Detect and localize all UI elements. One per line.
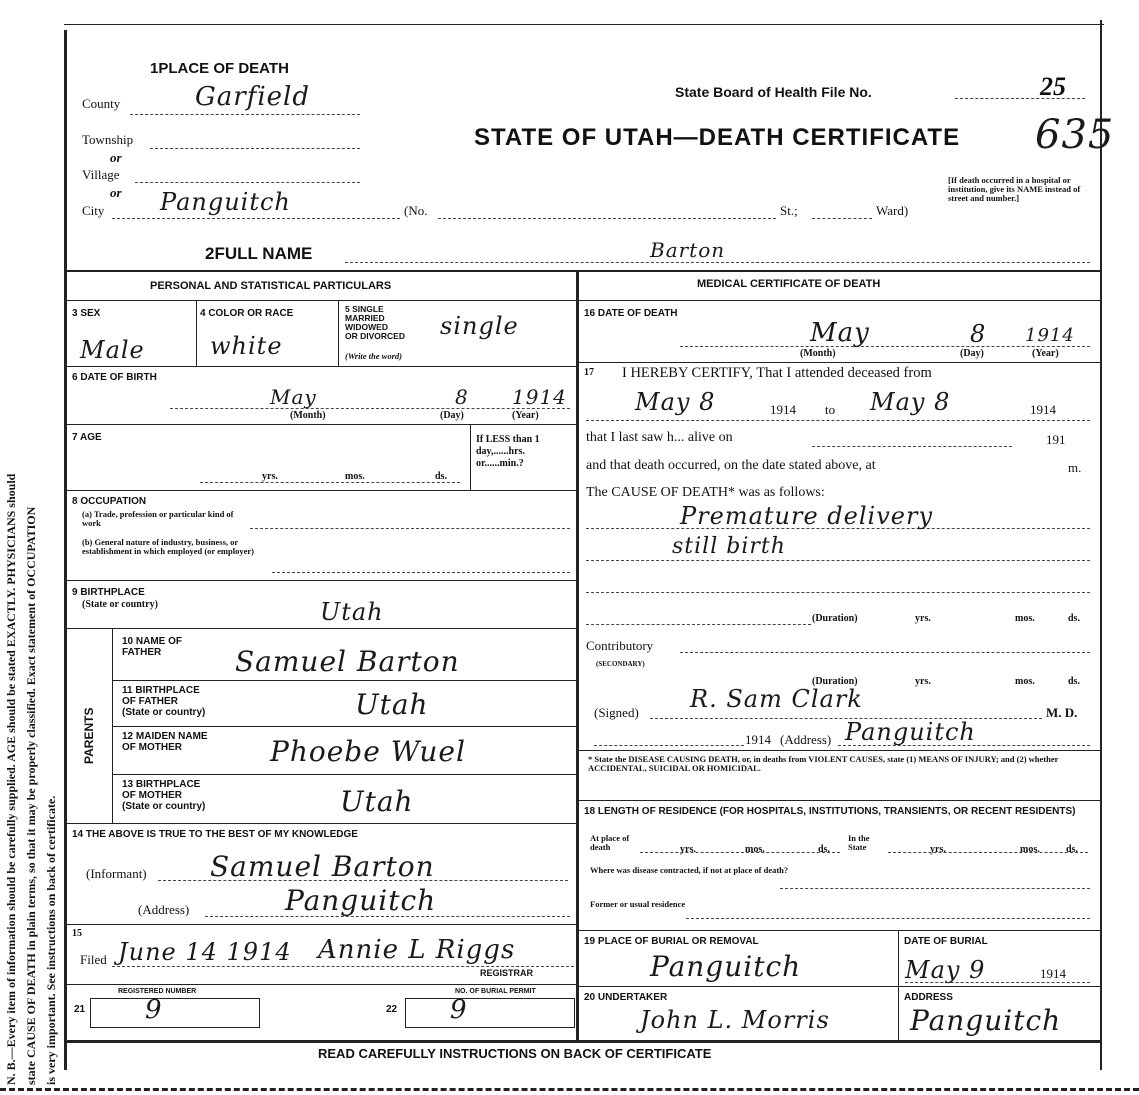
res1-ds: ds.: [818, 844, 830, 855]
full-name-label: 2FULL NAME: [205, 244, 313, 263]
dur1-mos: mos.: [1015, 613, 1035, 624]
color-value: white: [210, 332, 283, 360]
duration-label-2: (Duration): [812, 676, 858, 687]
burial-date-label: DATE OF BURIAL: [904, 936, 988, 947]
age-less-note: If LESS than 1 day,......hrs. or......min.?: [476, 434, 540, 469]
dob-day-cap: (Day): [440, 410, 464, 421]
dur2-mos: mos.: [1015, 676, 1035, 687]
birthplace-sub: (State or country): [82, 599, 158, 610]
dod-month: May: [810, 318, 870, 348]
st-label: St.;: [780, 203, 798, 218]
dob-year: 1914: [512, 385, 567, 409]
dod-year: 1914: [1025, 325, 1075, 346]
burial-permit-num: 22: [386, 1004, 398, 1015]
age-ds: ds.: [435, 471, 447, 482]
address-value: Panguitch: [285, 884, 437, 917]
reg-no-value: 9: [145, 995, 163, 1025]
to-label: to: [825, 402, 836, 417]
age-label: 7 AGE: [72, 432, 102, 443]
burial-date-year: 1914: [1040, 966, 1066, 981]
margin-note-1: N. B.—Every item of information should be carefully supplied. AGE should be stated EXACTLY. PHYSICIANS should: [4, 473, 18, 1085]
in-state-label: In the State: [848, 833, 870, 852]
parents-label: PARENTS: [82, 707, 96, 764]
burial-place-value: Panguitch: [650, 950, 802, 983]
mother-value: Phoebe Wuel: [270, 735, 466, 768]
dob-month: May: [270, 385, 317, 409]
filed-label: Filed: [80, 952, 107, 967]
duration-label-1: (Duration): [812, 613, 858, 624]
undertaker-address-label: ADDRESS: [904, 992, 953, 1003]
residence-label: 18 LENGTH OF RESIDENCE (FOR HOSPITALS, INSTITUTIONS, TRANSIENTS, OR RECENT RESIDENTS): [584, 806, 1076, 817]
frame-right: [1100, 20, 1102, 1070]
filed-value: June 14 1914: [118, 938, 292, 966]
or-2: or: [110, 185, 122, 200]
occupation-label: 8 OCCUPATION: [72, 496, 147, 507]
undertaker-address-value: Panguitch: [910, 1004, 1062, 1037]
mother-bp-value: Utah: [340, 785, 414, 818]
sign-date-year: 1914: [745, 732, 771, 747]
sign-address-value: Panguitch: [845, 718, 976, 746]
file-no-value: 25: [1040, 72, 1066, 101]
hospital-note: [If death occurred in a hospital or institution, give its NAME instead of street and number.]: [948, 175, 1081, 203]
certify-num: 17: [584, 367, 594, 378]
place-of-death-label: 1PLACE OF DEATH: [150, 60, 289, 77]
color-label: 4 COLOR OR RACE: [200, 308, 294, 319]
registrar-label: REGISTRAR: [480, 968, 534, 978]
dur2-ds: ds.: [1068, 676, 1080, 687]
attend-from: May 8: [635, 388, 716, 416]
cause-footnote: * State the DISEASE CAUSING DEATH, or, in deaths from VIOLENT CAUSES, state (1) MEANS OF INJURY; and (2) whether ACCIDENTAL, SUICIDAL OR HOMICIDAL.: [588, 754, 1059, 773]
undertaker-label: 20 UNDERTAKER: [584, 992, 668, 1003]
dob-year-cap: (Year): [512, 410, 539, 421]
marital-write: (Write the word): [345, 351, 402, 361]
informant-label: (Informant): [86, 866, 147, 881]
former-residence: Former or usual residence: [590, 899, 686, 909]
father-bp-label: 11 BIRTHPLACE OF FATHER (State or country): [122, 685, 206, 718]
dod-day: 8: [970, 320, 987, 348]
res2-mos: mos.: [1020, 844, 1040, 855]
attend-from-year: 1914: [770, 402, 796, 417]
city-value: Panguitch: [160, 188, 291, 216]
informant-value: Samuel Barton: [210, 850, 435, 883]
cause-2: still birth: [672, 534, 786, 559]
sign-address-label: (Address): [780, 732, 832, 747]
certify-text: I HEREBY CERTIFY, That I attended deceased from: [622, 365, 932, 381]
res2-ds: ds.: [1066, 844, 1078, 855]
signed-label: (Signed): [594, 705, 639, 720]
burial-permit-label: NO. OF BURIAL PERMIT: [455, 988, 536, 995]
ward-label: Ward): [876, 203, 909, 218]
dod-day-cap: (Day): [960, 348, 984, 359]
certificate-title: STATE OF UTAH—DEATH CERTIFICATE: [474, 124, 961, 151]
dob-label: 6 DATE OF BIRTH: [72, 372, 157, 383]
mother-bp-label: 13 BIRTHPLACE OF MOTHER (State or country): [122, 779, 206, 812]
res1-mos: mos.: [745, 844, 765, 855]
village-label: Village: [82, 167, 120, 182]
mother-label: 12 MAIDEN NAME OF MOTHER: [122, 731, 208, 753]
no-label: (No.: [404, 203, 428, 218]
burial-date-value: May 9: [905, 956, 986, 984]
father-value: Samuel Barton: [235, 645, 460, 678]
birthplace-label: 9 BIRTHPLACE: [72, 587, 145, 598]
res2-yrs: yrs.: [930, 844, 946, 855]
dur2-yrs: yrs.: [915, 676, 931, 687]
cause-label: The CAUSE OF DEATH* was as follows:: [586, 485, 825, 500]
or-1: or: [110, 150, 122, 165]
md-label: M. D.: [1046, 705, 1078, 720]
dur1-ds: ds.: [1068, 613, 1080, 624]
last-saw-year: 191: [1046, 432, 1066, 447]
address-label: (Address): [138, 902, 190, 917]
occupation-a: (a) Trade, profession or particular kind of work: [82, 509, 234, 528]
full-name-value: Barton: [650, 238, 726, 262]
occupation-b: (b) General nature of industry, business, or establishment in which employed (or employer): [82, 537, 254, 556]
father-bp-value: Utah: [355, 688, 429, 721]
res1-yrs: yrs.: [680, 844, 696, 855]
age-yrs: yrs.: [262, 471, 278, 482]
dod-label: 16 DATE OF DEATH: [584, 308, 678, 319]
attend-to-year: 1914: [1030, 402, 1056, 417]
registrar-signature: Annie L Riggs: [318, 935, 516, 965]
occurred-text: and that death occurred, on the date stated above, at: [586, 458, 876, 473]
attend-to: May 8: [870, 388, 951, 416]
birthplace-value: Utah: [320, 598, 384, 626]
margin-note-2: state CAUSE OF DEATH in plain terms, so that it may be properly classified. Exact statement of OCCUPATION: [24, 506, 38, 1085]
dur1-yrs: yrs.: [915, 613, 931, 624]
father-label: 10 NAME OF FATHER: [122, 636, 183, 658]
at-place-label: At place of death: [590, 833, 630, 852]
frame-top: [64, 24, 1104, 25]
sex-value: Male: [80, 336, 145, 364]
file-no-label: State Board of Health File No.: [675, 84, 872, 100]
contributory-label: Contributory: [586, 638, 654, 653]
marital-label: 5 SINGLE MARRIED WIDOWED OR DIVORCED: [345, 304, 405, 341]
county-value: Garfield: [195, 82, 310, 112]
township-label: Township: [82, 132, 134, 147]
dob-month-cap: (Month): [290, 410, 326, 421]
signed-value: R. Sam Clark: [690, 685, 863, 713]
frame-left: [64, 30, 67, 1070]
true-label: 14 THE ABOVE IS TRUE TO THE BEST OF MY KNOWLEDGE: [72, 829, 358, 840]
secondary-label: (SECONDARY): [596, 660, 645, 668]
cause-1: Premature delivery: [680, 502, 934, 530]
burial-place-label: 19 PLACE OF BURIAL OR REMOVAL: [584, 936, 759, 947]
dod-year-cap: (Year): [1032, 348, 1059, 359]
margin-note-3: is very important. See instructions on back of certificate.: [44, 795, 58, 1085]
medical-section-title: MEDICAL CERTIFICATE OF DEATH: [697, 278, 881, 290]
footer-instructions: READ CAREFULLY INSTRUCTIONS ON BACK OF CERTIFICATE: [318, 1046, 712, 1061]
m-label: m.: [1068, 460, 1082, 475]
sex-label: 3 SEX: [72, 308, 101, 319]
certificate-number: 635: [1035, 112, 1115, 158]
last-saw-text: that I last saw h... alive on: [586, 430, 733, 445]
marital-value: single: [440, 312, 519, 340]
filed-num: 15: [72, 928, 82, 939]
where-contracted: Where was disease contracted, if not at place of death?: [590, 865, 789, 875]
reg-no-num: 21: [74, 1004, 86, 1015]
undertaker-value: John L. Morris: [640, 1006, 830, 1034]
reg-no-label: REGISTERED NUMBER: [118, 988, 197, 995]
dob-day: 8: [455, 385, 469, 409]
personal-section-title: PERSONAL AND STATISTICAL PARTICULARS: [150, 280, 392, 292]
county-label: County: [82, 96, 121, 111]
dod-month-cap: (Month): [800, 348, 836, 359]
burial-permit-value: 9: [450, 995, 468, 1025]
age-mos: mos.: [345, 471, 365, 482]
frame-bottom: [0, 1088, 1139, 1091]
city-label: City: [82, 203, 105, 218]
